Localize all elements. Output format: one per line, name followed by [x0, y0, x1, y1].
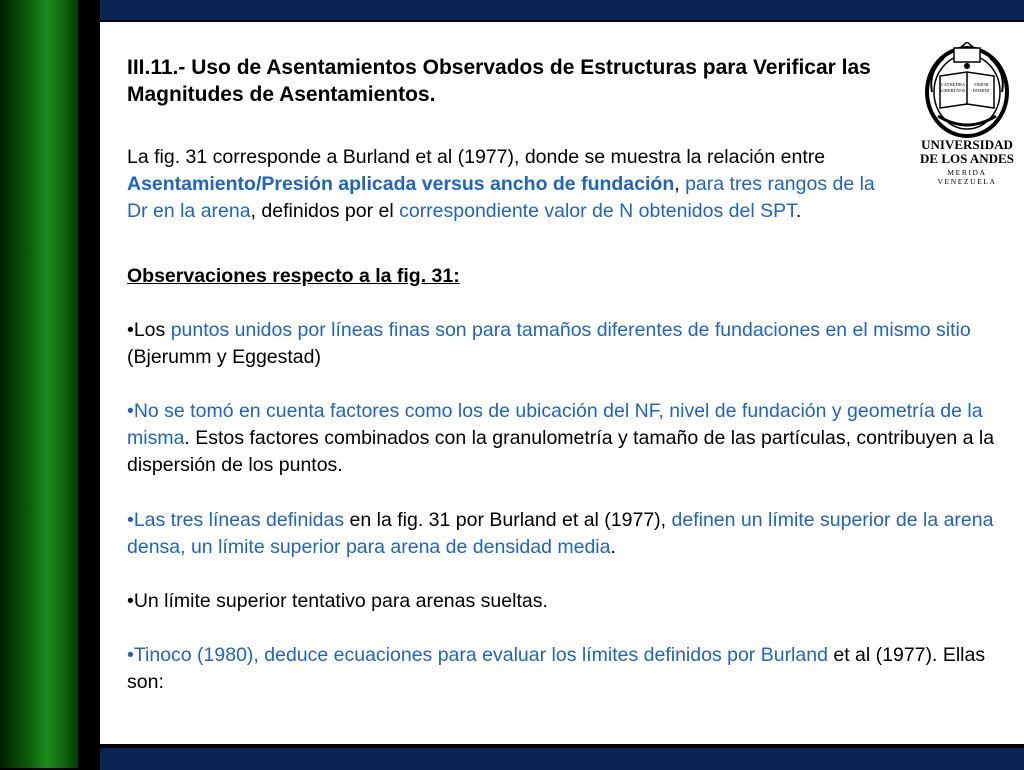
bullet-1: [127, 317, 997, 371]
bullet-3-highlight-c: definen un límite superior de la arena densa, un límite superior para arena de densidad media: [127, 509, 994, 558]
bullet-3-highlight-a: •Las tres líneas definidas: [127, 509, 345, 531]
bullet-1-text-a: •Los: [127, 319, 171, 341]
bullet-3-text-b: en la fig. 31 por Burland et al (1977),: [344, 509, 672, 531]
bullet-5-highlight: •Tinoco (1980), deduce ecuaciones para evaluar los límites definidos por Burland: [127, 644, 828, 666]
intro-text-7: .: [795, 200, 802, 222]
bullet-2-highlight: •No se tomó en cuenta factores como los de ubicación del NF, nivel de fundación y geometría de la misma: [127, 400, 983, 449]
intro-highlight-relation: Asentamiento/Presión aplicada versus ancho de fundación: [127, 173, 675, 195]
svg-text:TIMOR: TIMOR: [973, 82, 989, 87]
top-navy-bar: [100, 0, 1024, 22]
intro-text-5: , definidos por el: [250, 200, 400, 222]
slide-title: [127, 54, 897, 108]
university-logo: [920, 42, 1014, 186]
logo-name-line-2: DE LOS ANDES: [920, 151, 1014, 166]
university-seal-icon: [920, 42, 1014, 138]
bullet-2: [127, 398, 997, 479]
left-green-bar: [0, 0, 78, 768]
bullet-3-text-d: .: [610, 536, 616, 558]
svg-text:LIBERTATIS: LIBERTATIS: [940, 88, 966, 93]
left-divider: [78, 0, 100, 768]
bullet-1-highlight: puntos unidos por líneas finas son para tamaños diferentes de fundaciones en el mismo sitio: [170, 319, 971, 341]
intro-text-1: La fig. 31 corresponde a Burland et al (1977), donde se muestra la relación entre: [127, 146, 826, 168]
intro-paragraph: [127, 144, 897, 225]
bullet-3: [127, 507, 997, 561]
bullet-5: [127, 642, 997, 696]
svg-text:CATHEDRA: CATHEDRA: [940, 82, 966, 87]
slide-title-text: III.11.- Uso de Asentamientos Observados de Estructuras para Verificar las Magnitudes de Asentamientos.: [127, 56, 871, 106]
bullet-4: [127, 588, 997, 615]
bullet-5-text-b: et al (1977). Ellas son:: [127, 644, 986, 693]
intro-highlight-spt: correspondiente valor de N obtenidos del SPT: [399, 200, 796, 222]
slide-content: [100, 22, 1024, 744]
intro-text-3: ,: [674, 173, 686, 195]
observations-heading: Observaciones respecto a la fig. 31:: [127, 265, 460, 287]
logo-city: MERIDA VENEZUELA: [937, 168, 997, 186]
bullet-4-text: •Un límite superior tentativo para arenas sueltas.: [127, 590, 548, 612]
bullet-2-text-b: . Estos factores combinados con la granulometría y tamaño de las partículas, contribuyen a la dispersión de los puntos.: [127, 427, 995, 476]
bullet-1-text-c: (Bjerumm y Eggestad): [127, 346, 321, 368]
bottom-navy-bar: [100, 746, 1024, 770]
logo-name-line-1: UNIVERSIDAD: [921, 137, 1013, 152]
svg-text:DOMINI: DOMINI: [972, 88, 990, 93]
intro-highlight-dr: para tres rangos de la Dr en la arena: [127, 173, 875, 222]
